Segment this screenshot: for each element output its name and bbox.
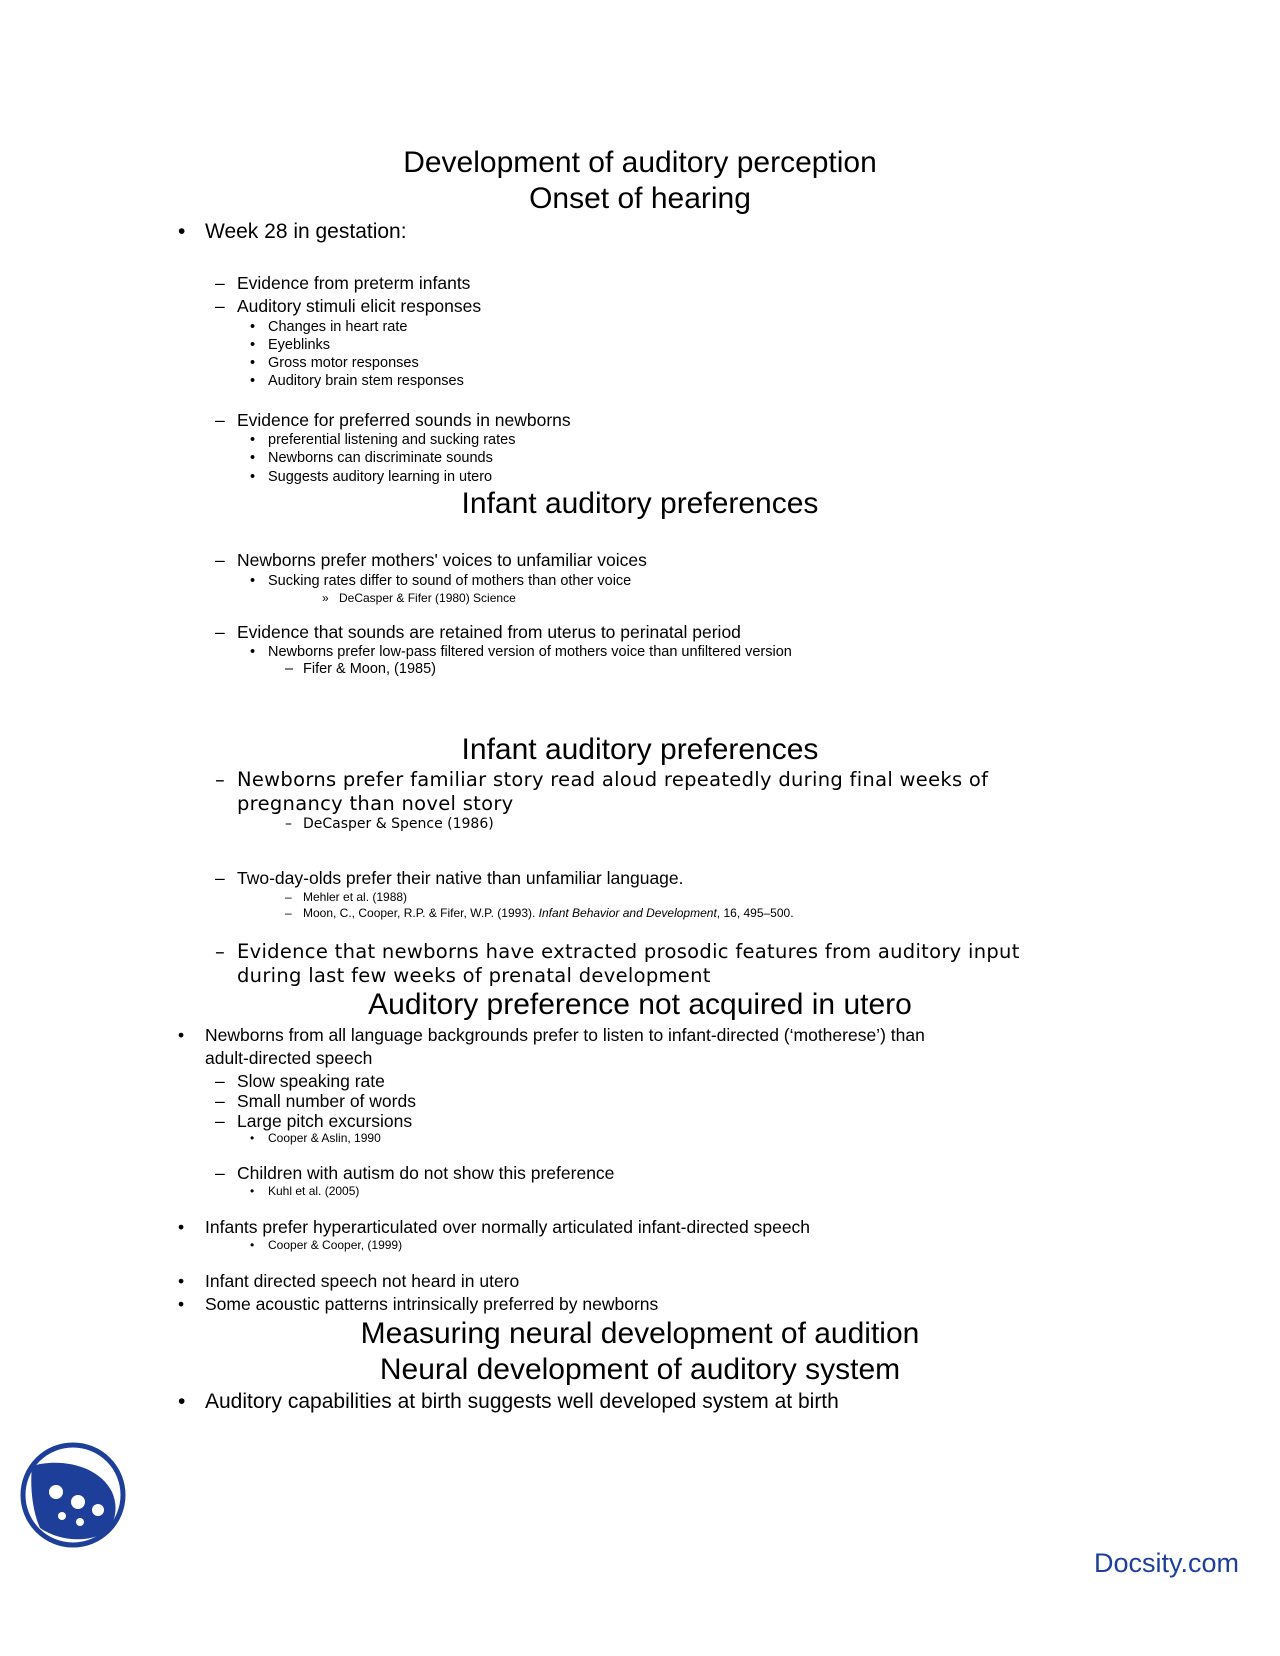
list-item: » DeCasper & Fifer (1980) Science (322, 591, 516, 605)
section-subtitle-neural: Neural development of auditory system (379, 1353, 901, 1386)
list-item: • Eyeblinks (250, 337, 331, 353)
list-item: – Two-day-olds prefer their native than unfamiliar language. (215, 868, 684, 888)
section-title-measuring: Measuring neural development of audition (360, 1317, 920, 1350)
list-item: – Moon, C., Cooper, R.P. & Fifer, W.P. (1993). Infant Behavior and Development, 16, 495–500. (285, 906, 794, 920)
list-item: – DeCasper & Spence (1986) (285, 816, 494, 832)
list-item: – Fifer & Moon, (1985) (285, 661, 436, 677)
list-item: • Auditory capabilities at birth suggests well developed system at birth (178, 1390, 839, 1413)
list-item: • Gross motor responses (250, 355, 419, 371)
list-item: • Newborns prefer low-pass filtered version of mothers voice than unfiltered version (250, 644, 792, 660)
list-item: • Infants prefer hyperarticulated over normally articulated infant-directed speech (178, 1217, 811, 1237)
list-item-continued: adult-directed speech (205, 1048, 373, 1068)
docsity-brand-link[interactable]: Docsity.com (1094, 1548, 1240, 1578)
list-item: • Some acoustic patterns intrinsically preferred by newborns (178, 1294, 659, 1314)
list-item: • Newborns can discriminate sounds (250, 450, 493, 466)
list-item: • preferential listening and sucking rates (250, 432, 516, 448)
list-item: • Cooper & Aslin, 1990 (250, 1131, 381, 1145)
list-item: – Evidence for preferred sounds in newborns (215, 410, 571, 430)
list-item: – Evidence from preterm infants (215, 273, 471, 293)
list-item: – Newborns prefer mothers' voices to unfamiliar voices (215, 550, 647, 570)
list-item: – Small number of words (215, 1091, 416, 1111)
list-item: – Evidence that newborns have extracted prosodic features from auditory input (215, 940, 1020, 963)
section-subtitle-onset: Onset of hearing (529, 182, 751, 215)
list-item: – Auditory stimuli elicit responses (215, 296, 482, 316)
list-item: • Kuhl et al. (2005) (250, 1184, 360, 1198)
list-item: • Cooper & Cooper, (1999) (250, 1238, 403, 1252)
list-item: – Mehler et al. (1988) (285, 890, 408, 904)
section-title-development: Development of auditory perception (403, 146, 877, 179)
list-item: • Newborns from all language backgrounds prefer to listen to infant-directed (‘motherese’) than (178, 1025, 925, 1045)
list-item: – Large pitch excursions (215, 1111, 413, 1131)
docsity-logo-icon[interactable] (18, 1440, 128, 1550)
list-item: • Week 28 in gestation: (178, 220, 407, 243)
list-item-continued: pregnancy than novel story (237, 792, 514, 815)
list-item: – Evidence that sounds are retained from uterus to perinatal period (215, 622, 741, 642)
list-item: • Sucking rates differ to sound of mothers than other voice (250, 573, 632, 589)
section-title-infant-preferences: Infant auditory preferences (461, 487, 819, 520)
list-item: • Auditory brain stem responses (250, 373, 464, 389)
list-item: – Children with autism do not show this preference (215, 1163, 615, 1183)
list-item: – Newborns prefer familiar story read aloud repeatedly during final weeks of (215, 768, 989, 791)
section-title-not-acquired: Auditory preference not acquired in utero (368, 988, 912, 1021)
list-item-continued: during last few weeks of prenatal development (237, 964, 711, 987)
list-item: • Suggests auditory learning in utero (250, 469, 493, 485)
list-item: • Infant directed speech not heard in utero (178, 1271, 520, 1291)
list-item: – Slow speaking rate (215, 1071, 385, 1091)
section-title-infant-preferences-2: Infant auditory preferences (461, 733, 819, 766)
list-item: • Changes in heart rate (250, 319, 408, 335)
